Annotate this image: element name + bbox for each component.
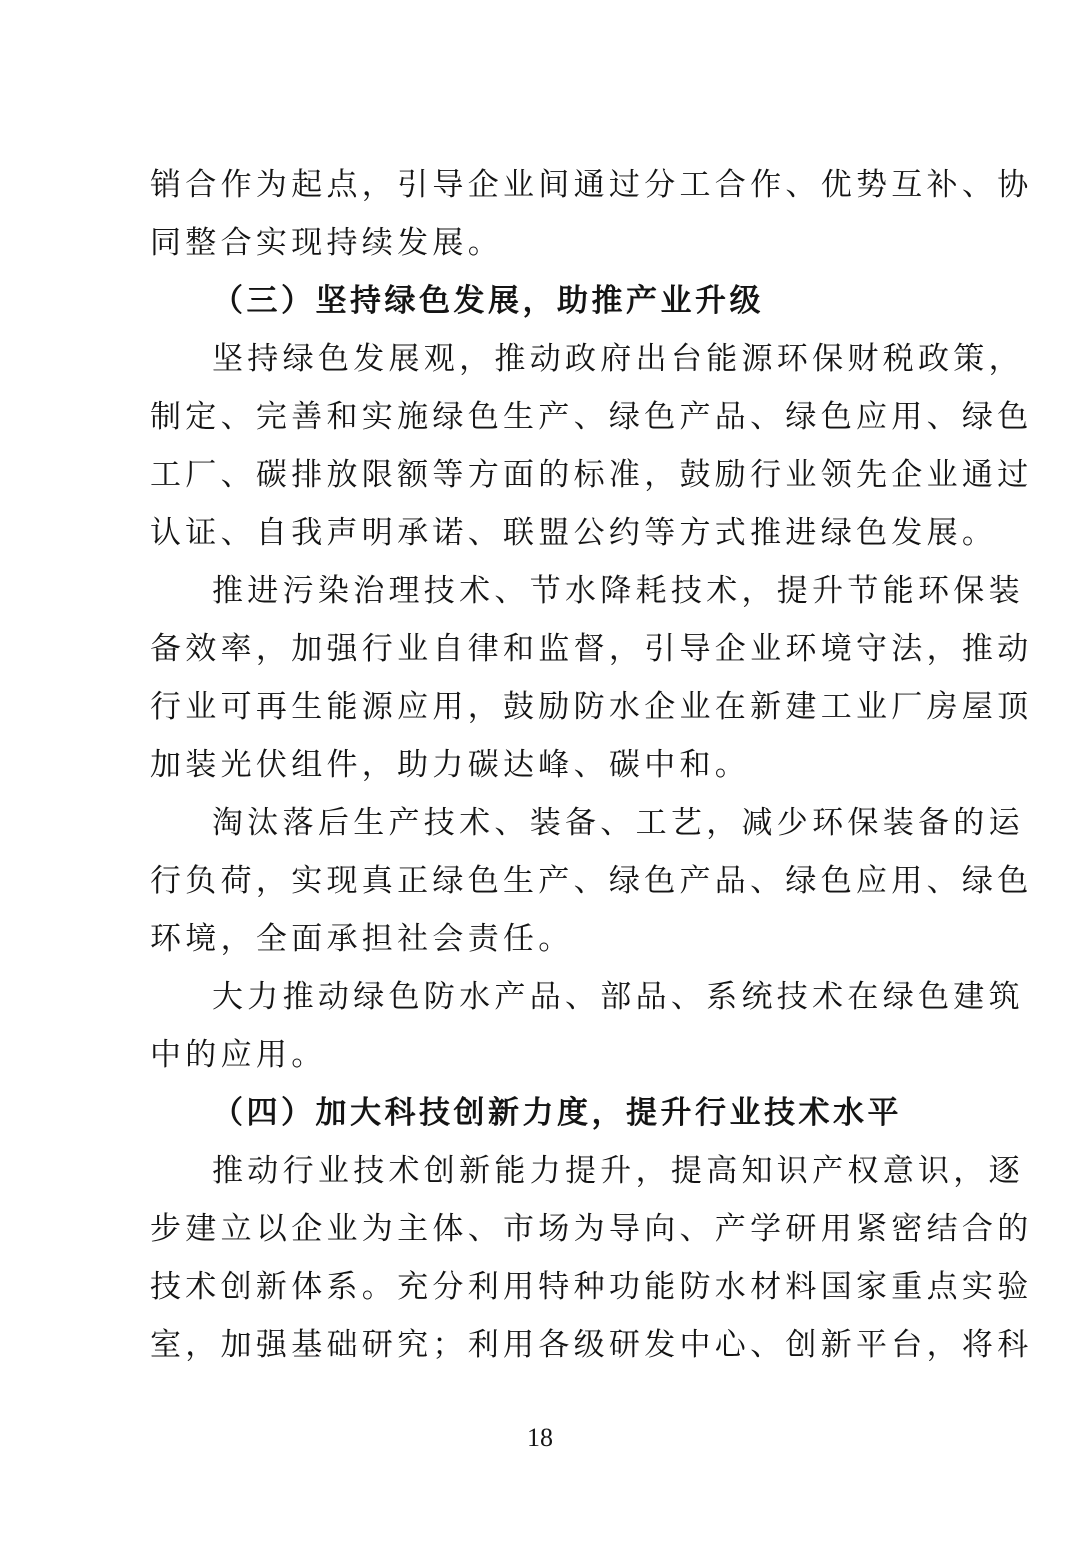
body-line: 环境，全面承担社会责任。: [150, 921, 574, 957]
body-line: 室，加强基础研究；利用各级研发中心、创新平台，将科: [150, 1327, 1033, 1363]
body-line: 步建立以企业为主体、市场为导向、产学研用紧密结合的: [150, 1211, 1033, 1247]
body-line: 技术创新体系。充分利用特种功能防水材料国家重点实验: [150, 1269, 1033, 1305]
body-line: 行负荷，实现真正绿色生产、绿色产品、绿色应用、绿色: [150, 863, 1033, 899]
body-line: 制定、完善和实施绿色生产、绿色产品、绿色应用、绿色: [150, 399, 1033, 435]
paragraph-first-line: 推进污染治理技术、节水降耗技术，提升节能环保装: [212, 573, 1024, 609]
body-line: 行业可再生能源应用，鼓励防水企业在新建工业厂房屋顶: [150, 689, 1033, 725]
body-line: 工厂、碳排放限额等方面的标准，鼓励行业领先企业通过: [150, 457, 1033, 493]
paragraph-first-line: 推动行业技术创新能力提升，提高知识产权意识，逐: [212, 1153, 1024, 1189]
body-line: 加装光伏组件，助力碳达峰、碳中和。: [150, 747, 751, 783]
body-line: 同整合实现持续发展。: [150, 225, 503, 261]
body-line: 销合作为起点，引导企业间通过分工合作、优势互补、协: [150, 167, 1033, 203]
section-heading: （四）加大科技创新力度，提升行业技术水平: [212, 1095, 902, 1131]
paragraph-first-line: 坚持绿色发展观，推动政府出台能源环保财税政策，: [212, 341, 1024, 377]
paragraph-first-line: 淘汰落后生产技术、装备、工艺，减少环保装备的运: [212, 805, 1024, 841]
body-line: 中的应用。: [150, 1037, 327, 1073]
section-heading: （三）坚持绿色发展，助推产业升级: [212, 283, 764, 319]
body-line: 备效率，加强行业自律和监督，引导企业环境守法，推动: [150, 631, 1033, 667]
page-number: 18: [527, 1423, 553, 1452]
paragraph-first-line: 大力推动绿色防水产品、部品、系统技术在绿色建筑: [212, 979, 1024, 1015]
body-line: 认证、自我声明承诺、联盟公约等方式推进绿色发展。: [150, 515, 998, 551]
